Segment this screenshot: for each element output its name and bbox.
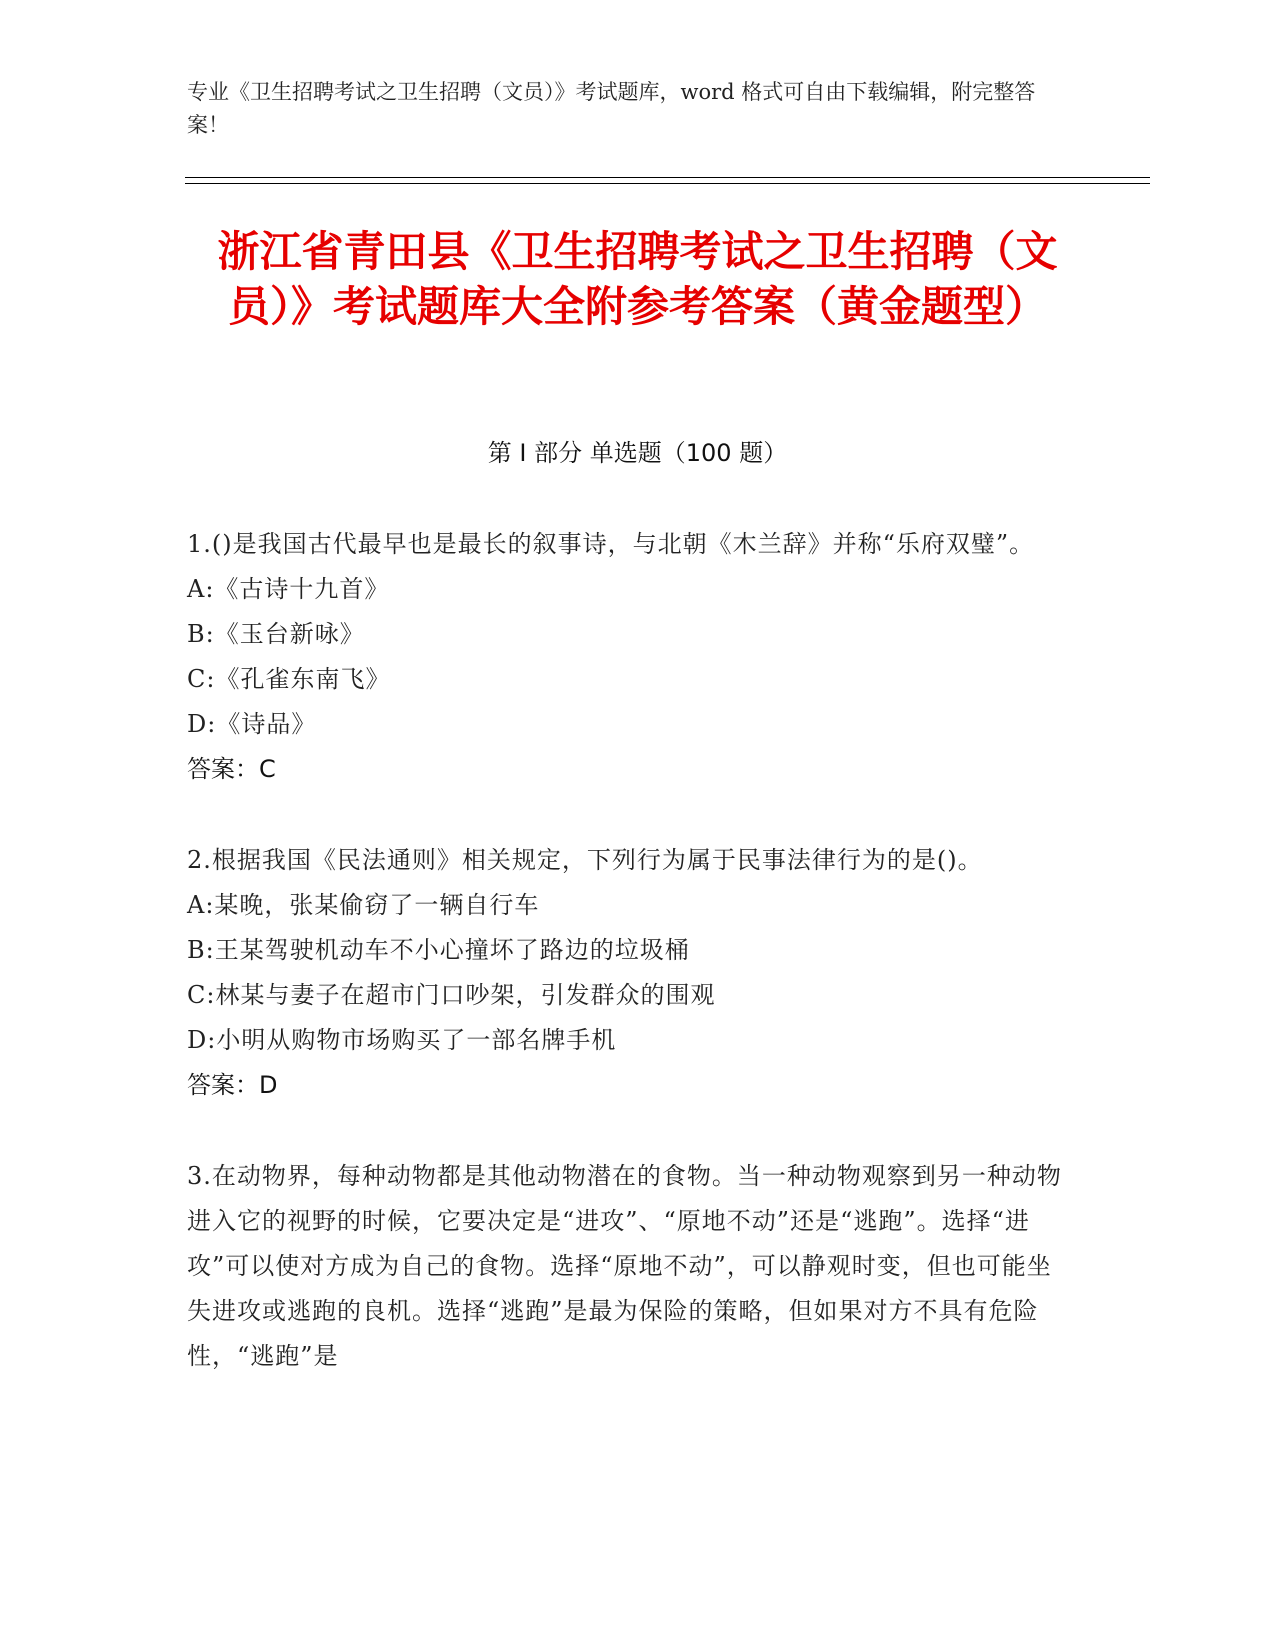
document-title: 浙江省青田县《卫生招聘考试之卫生招聘（文员）》考试题库大全附参考答案（黄金题型） — [217, 227, 1058, 331]
option-a: A:《古诗十九首》 — [187, 575, 390, 603]
option-d: D:小明从购物市场购买了一部名牌手机 — [187, 1026, 617, 1054]
question-spacer — [187, 1108, 1067, 1154]
option-a: A:某晚，张某偷窃了一辆自行车 — [187, 891, 540, 919]
option-b: B:《玉台新咏》 — [187, 620, 365, 648]
question-text: 1.()是我国古代最早也是最长的叙事诗，与北朝《木兰辞》并称“乐府双璧”。 — [187, 530, 1035, 558]
question-text: 2.根据我国《民法通则》相关规定，下列行为属于民事法律行为的是()。 — [187, 846, 983, 874]
question-3 — [187, 1154, 1067, 1379]
header-divider-top — [185, 177, 1150, 178]
option-c: C:林某与妻子在超市门口吵架，引发群众的围观 — [187, 981, 716, 1009]
question-1 — [187, 522, 1067, 792]
option-c: C:《孔雀东南飞》 — [187, 665, 391, 693]
answer-label: 答案：C — [187, 755, 276, 783]
question-2 — [187, 838, 1067, 1108]
answer-label: 答案：D — [187, 1071, 278, 1099]
option-d: D:《诗品》 — [187, 710, 317, 738]
header-divider-bottom — [185, 183, 1150, 184]
question-list — [187, 522, 1067, 1379]
option-b: B:王某驾驶机动车不小心撞坏了路边的垃圾桶 — [187, 936, 690, 964]
section-title: 第 I 部分 单选题（100 题） — [487, 439, 788, 467]
question-text: 3.在动物界，每种动物都是其他动物潜在的食物。当一种动物观察到另一种动物进入它的视野的时候，它要决定是“进攻”、“原地不动”还是“逃跑”。选择“进攻”可以使对方成为自己的食物。选择“原地不动”，可以静观时变，但也可能坐失进攻或逃跑的良机。选择“逃跑”是最为保险的策略，但如果对方不具有危险性，“逃跑”是 — [187, 1162, 1062, 1370]
question-spacer — [187, 792, 1067, 838]
header-note: 专业《卫生招聘考试之卫生招聘（文员）》考试题库，word 格式可自由下载编辑，附完整答案！ — [187, 80, 1036, 137]
